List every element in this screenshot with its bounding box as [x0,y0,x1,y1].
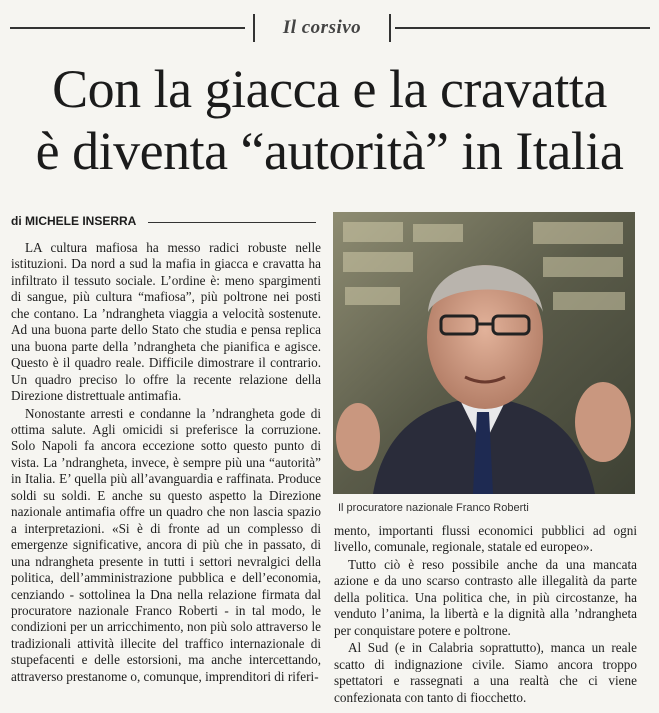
section-kicker: Il corsivo [253,14,391,42]
paragraph-2: Nonostante arresti e condanne la ’ndrangheta gode di ottima salute. Agli omicidi si preferisce la corruzione. Solo Napoli fa ancora eccezione sotto questo punto di vista. La ’ndrangheta, invece, è sempre più una “autorità” in Italia. E’ quella più all’avanguardia e raffinata. Produce soldi su soldi. E anche su questo aspetto la Direzione nazionale antimafia offre un quadro che non lascia spazio a interpretazioni. «Si è di fronte ad un complesso di emergenze significative, ancora di più che in passato, di una ndrangheta presente in tutti i settori nevralgici della politica, dell’amministrazione pubblica e dell’economia, cenziando - sottolinea la Dna nella relazione firmata dal procuratore nazionale Franco Roberti - in tal modo, le condizioni per un arricchimento, non più solo attraverso le tradizionali attività illecite del traffico internazionale di stupefacenti e delle estorsioni, ma anche intercettando, attraverso prestanome o, comunque, imprenditori di riferi- [11,405,321,684]
byline: di MICHELE INSERRA [11,214,137,228]
paragraph-4: Tutto ciò è reso possibile anche da una mancata azione e da uno scarso contrasto alle illegalità da parte della politica. Una politica che, in più circostanze, ha venduto l’anima, la libertà e la dignità alla ’ndrangheta per conquistare potere e poltrone. [334,556,637,638]
article-column-2 [334,523,637,706]
article-column-1 [11,240,321,685]
headline [0,58,659,182]
paragraph-3: mento, importanti flussi economici pubblici ad ogni livello, comunale, regionale, statale ed europeo». [334,523,637,555]
portrait-photo [333,212,635,494]
photo [333,212,635,494]
paragraph-5: Al Sud (e in Calabria soprattutto), manca un reale scatto di indignazione civile. Siamo ancora troppo spettatori e rassegnati a una realtà che ci viene confezionata con tanto di fiocchetto. [334,640,637,705]
paragraph-1: LA cultura mafiosa ha messo radici robuste nelle istituzioni. Da nord a sud la mafia in giacca e cravatta ha infiltrato il tessuto sociale. L’ordine è: meno spargimenti di sangue, più cultura “mafiosa”, più poltrone nei posti che contano. La ’ndrangheta viaggia a velocità sostenute. Ad una buona parte dello Stato che studia e pensa replica una buona parte della ’ndrangheta che pianifica e agisce. Questo è il quadro reale. Difficile dimostrare il contrario. Un quadro preciso lo offre la recente relazione della Direzione distrettuale antimafia. [11,240,321,404]
top-rule-right [395,27,650,29]
headline-line-1: Con la giacca e la cravatta [52,59,607,119]
byline-rule [148,222,316,223]
headline-line-2: è diventa “autorità” in Italia [35,121,624,181]
photo-caption: Il procuratore nazionale Franco Roberti [338,502,529,514]
top-rule-left [10,27,245,29]
